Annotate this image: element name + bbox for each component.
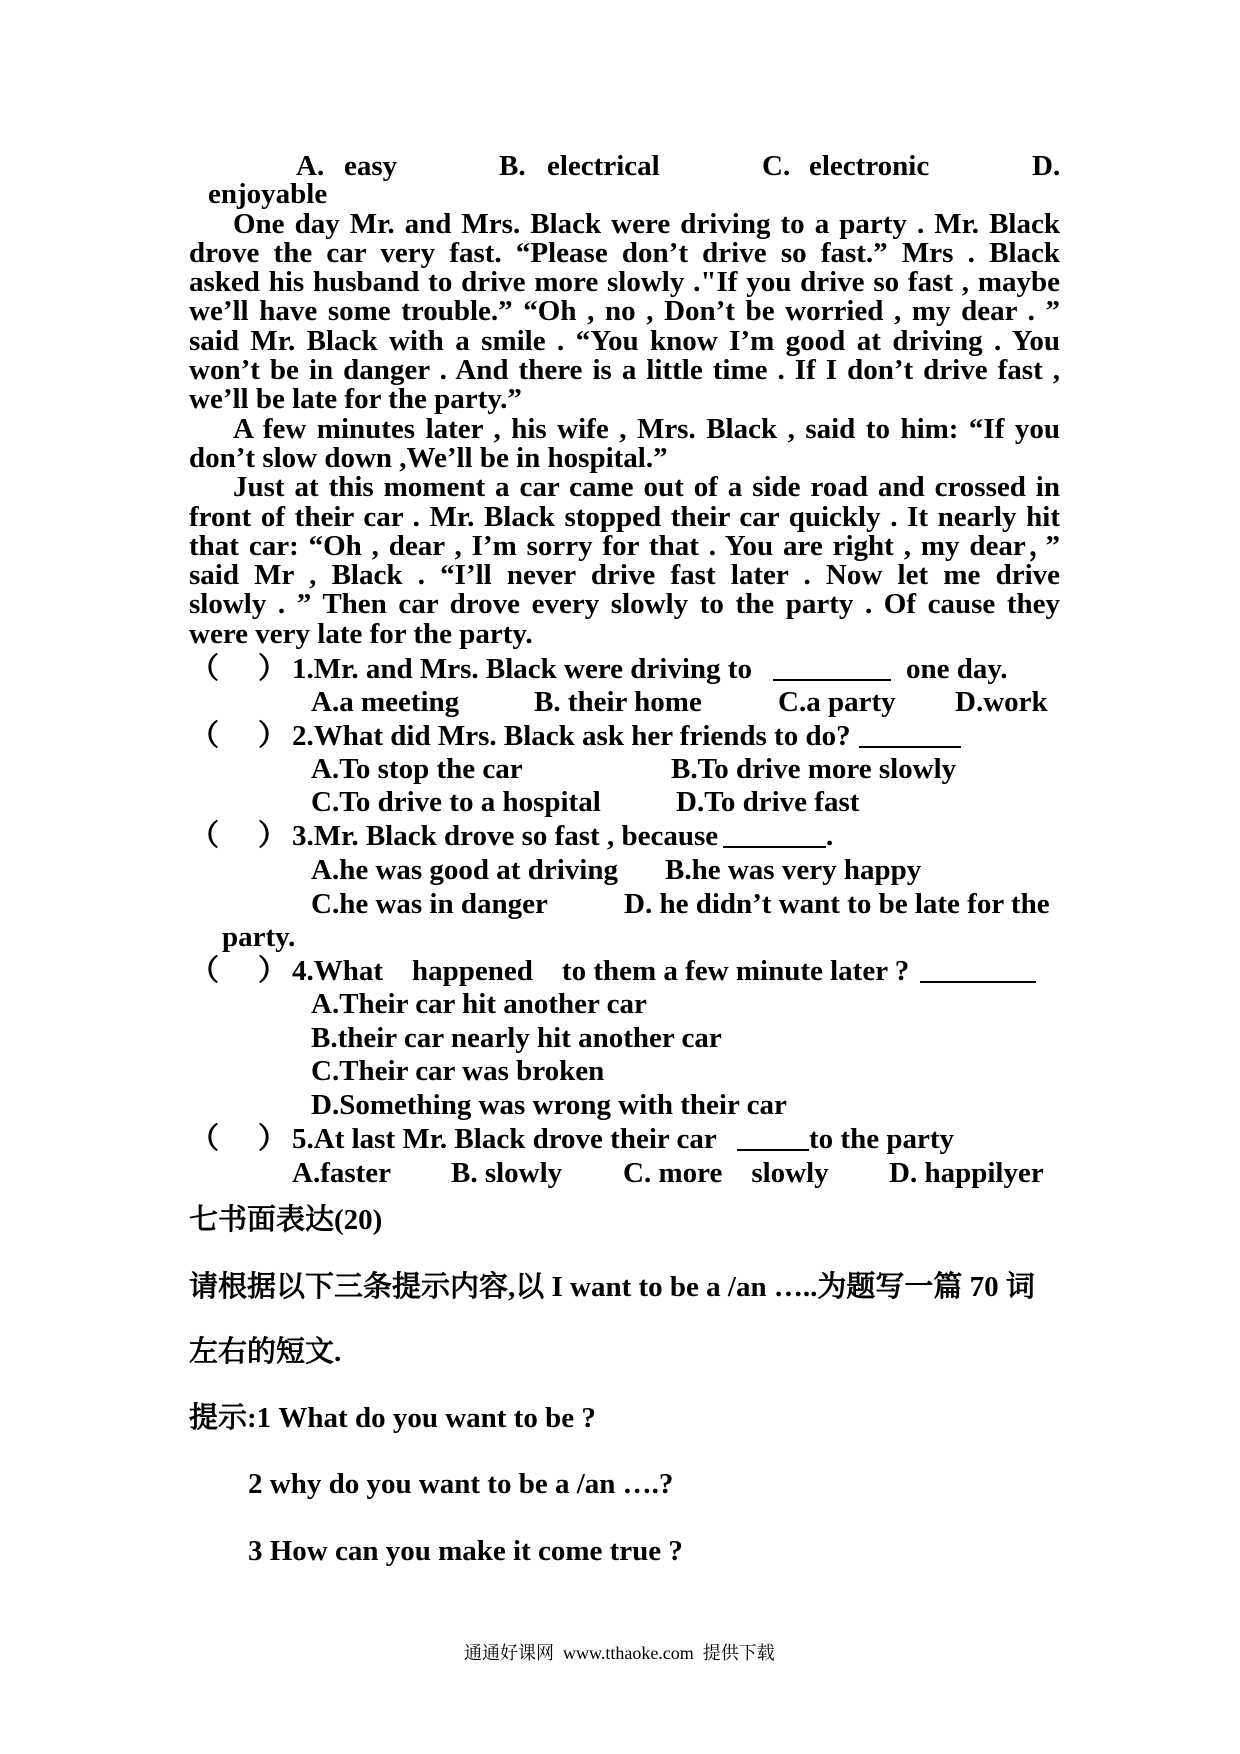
- writing-instruction-row-2: [0, 1338, 1240, 1368]
- question-2-option-c: C.To drive to a hospital: [311, 786, 601, 818]
- question-5-tail: to the party: [809, 1123, 954, 1156]
- question-1-option-d: D.work: [955, 685, 1048, 718]
- question-3-option-a: A.he was good at driving: [311, 853, 618, 886]
- answer-bracket-close: ）: [258, 955, 288, 988]
- passage-paragraph-3: [189, 473, 1060, 649]
- question-5-option-b: B. slowly: [451, 1156, 563, 1189]
- writing-prompt-row-2: [0, 1470, 1240, 1500]
- passage-line: don’t slow down ,We’ll be in hospital.”: [189, 441, 668, 474]
- answer-bracket-close: ）: [258, 653, 288, 685]
- question-4-option-d: D.Something was wrong with their car: [311, 1089, 787, 1122]
- question-3-tail: .: [826, 819, 834, 852]
- option-text-d: enjoyable: [208, 178, 328, 211]
- reading-passage: [189, 207, 1060, 650]
- option-text-c: electronic: [809, 150, 930, 183]
- passage-line: we’ll be late for the party.”: [189, 383, 522, 416]
- question-3-row: [0, 819, 1240, 852]
- passage-paragraph-2: [189, 412, 1060, 474]
- passage-line: we’ll have some trouble.” “Oh , no , Don’t be worried , my dear . ”: [189, 295, 1060, 328]
- option-text-b: electrical: [547, 150, 660, 183]
- question-3-option-d-wrap: party.: [222, 921, 296, 954]
- writing-prompt-1: 提示:1 What do you want to be ?: [189, 1401, 596, 1434]
- question-2-stem: 2.What did Mrs. Black ask her friends to do?: [292, 719, 851, 752]
- option-label-d: D.: [1032, 150, 1061, 183]
- option-text-a: easy: [344, 150, 398, 183]
- question-4-option-b-row: [0, 1021, 1240, 1054]
- writing-instruction-line: 请根据以下三条提示内容,以 I want to be a /an …..为题写一篇 70 词: [189, 1270, 1035, 1303]
- question-4-option-a: A.Their car hit another car: [311, 987, 647, 1020]
- question-4-option-c: C.Their car was broken: [311, 1055, 605, 1088]
- question-1-option-a: A.a meeting: [311, 685, 460, 718]
- question-5-option-d: D. happilyer: [889, 1156, 1044, 1189]
- answer-bracket-close: ）: [258, 1123, 288, 1156]
- question-5-option-a: A.faster: [292, 1156, 392, 1189]
- question-4-option-c-row: [0, 1057, 1240, 1087]
- question-2-option-d: D.To drive fast: [676, 786, 860, 818]
- question-3-stem: 3.Mr. Black drove so fast , because: [292, 819, 719, 852]
- question-2-option-a: A.To stop the car: [311, 753, 523, 786]
- page-footer: 通通好课网 www.tthaoke.com 提供下载: [464, 1642, 775, 1663]
- answer-bracket-open: （: [190, 819, 220, 852]
- question-1-option-c: C.a party: [778, 685, 896, 718]
- answer-bracket-open: （: [190, 719, 220, 752]
- writing-prompt-row-1: [0, 1401, 1240, 1434]
- writing-instruction-row-1: [0, 1270, 1240, 1303]
- passage-line: said Mr , Black . “I’ll never drive fast later . Now let me drive: [189, 559, 1060, 592]
- question-2-blank: [859, 746, 961, 748]
- question-2-options-row-1: [0, 755, 1240, 785]
- question-3-options-row-2: [0, 887, 1240, 920]
- passage-line: A few minutes later , his wife , Mrs. Black , said to him: “If you: [233, 412, 1060, 445]
- question-4-blank: [920, 981, 1036, 983]
- writing-prompt-3: 3 How can you make it come true ?: [248, 1534, 683, 1567]
- option-label-c: C.: [762, 150, 791, 183]
- previous-question-options: [0, 152, 1240, 182]
- passage-paragraph-1: [189, 207, 1060, 416]
- answer-bracket-close: ）: [258, 719, 288, 752]
- passage-line: asked his husband to drive more slowly ."If you drive so fast , maybe: [189, 266, 1060, 299]
- question-3-option-d-continued: [0, 923, 1240, 953]
- question-4-option-b: B.their car nearly hit another car: [311, 1021, 722, 1054]
- question-3-option-d: D. he didn’t want to be late for the: [624, 887, 1050, 920]
- question-2-row: [0, 719, 1240, 752]
- question-4-option-a-row: [0, 987, 1240, 1020]
- previous-question-option-d-row: [0, 180, 1240, 210]
- question-3-options-row-1: [0, 853, 1240, 886]
- option-label-b: B.: [499, 150, 526, 183]
- question-1-options: [0, 685, 1240, 718]
- question-1-option-b: B. their home: [534, 685, 702, 718]
- passage-line: said Mr. Black with a smile . “You know I’m good at driving . You: [189, 324, 1060, 357]
- answer-bracket-open: （: [190, 653, 220, 685]
- passage-line: slowly . ” Then car drove every slowly to the party . Of cause they: [189, 588, 1060, 621]
- passage-line: One day Mr. and Mrs. Black were driving to a party . Mr. Black: [233, 207, 1060, 240]
- question-5-blank: [737, 1149, 809, 1151]
- question-2-option-b: B.To drive more slowly: [671, 753, 957, 786]
- answer-bracket-open: （: [190, 1123, 220, 1156]
- question-4-row: [0, 957, 1240, 987]
- question-1-row: [0, 655, 1240, 685]
- question-5-option-c: C. more slowly: [623, 1156, 829, 1189]
- writing-section-heading: 七书面表达(20): [189, 1204, 383, 1237]
- passage-line: were very late for the party.: [189, 617, 533, 650]
- writing-instruction-line: 左右的短文.: [189, 1336, 342, 1369]
- question-4-stem: 4.What happened to them a few minute later ?: [292, 955, 910, 988]
- question-1-stem: 1.Mr. and Mrs. Black were driving to: [292, 653, 752, 685]
- writing-prompt-row-3: [0, 1534, 1240, 1567]
- passage-line: that car: “Oh , dear , I’m sorry for that . You are right , my dear，”: [189, 529, 1060, 562]
- answer-bracket-open: （: [190, 955, 220, 988]
- passage-line: Just at this moment a car came out of a side road and crossed in: [233, 471, 1060, 504]
- passage-line: drove the car very fast. “Please don’t drive so fast.” Mrs . Black: [189, 236, 1060, 269]
- answer-bracket-close: ）: [258, 819, 288, 852]
- question-1-blank: [773, 679, 891, 681]
- question-3-option-c: C.he was in danger: [311, 887, 548, 920]
- writing-prompt-2: 2 why do you want to be a /an ….?: [248, 1468, 674, 1500]
- question-5-row: [0, 1125, 1240, 1155]
- passage-line: won’t be in danger . And there is a little time . If I don’t drive fast ,: [189, 354, 1060, 387]
- question-5-options: [0, 1156, 1240, 1189]
- question-3-blank: [723, 846, 826, 848]
- writing-section-heading-row: [0, 1206, 1240, 1236]
- question-5-stem: 5.At last Mr. Black drove their car: [292, 1123, 717, 1156]
- question-1-tail: one day.: [906, 653, 1008, 685]
- question-4-option-d-row: [0, 1091, 1240, 1121]
- option-label-a: A.: [296, 150, 325, 183]
- question-2-options-row-2: [0, 788, 1240, 818]
- passage-line: front of their car . Mr. Black stopped their car quickly . It nearly hit: [189, 500, 1060, 533]
- question-3-option-b: B.he was very happy: [665, 853, 922, 886]
